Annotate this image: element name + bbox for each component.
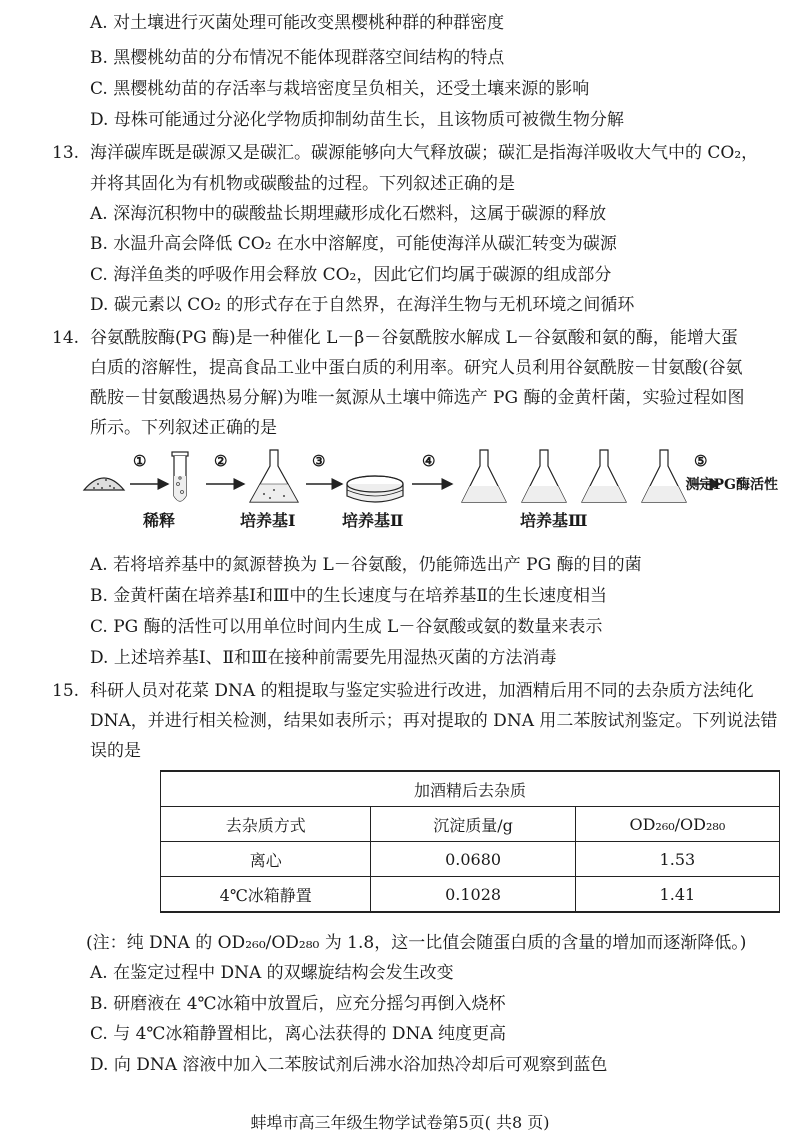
label-medium-2: 培养基Ⅱ (342, 511, 404, 530)
q14-option-c: C. PG 酶的活性可以用单位时间内生成 L－谷氨酸或氨的数量来表示 (90, 617, 603, 637)
flask-medium-3-b-icon (522, 450, 566, 502)
table-row-1-od: 1.53 (575, 842, 779, 877)
table-header-od: OD₂₆₀/OD₂₈₀ (575, 807, 779, 842)
step-3-label: ③ (312, 452, 326, 470)
q12-option-c: C. 黑樱桃幼苗的存活率与栽培密度呈负相关，还受土壤来源的影响 (90, 79, 590, 99)
q15-number: 15. (52, 681, 80, 701)
flask-medium-3-c-icon (582, 450, 626, 502)
experiment-diagram (80, 448, 780, 548)
q14-option-a: A. 若将培养基中的氮源替换为 L－谷氨酸，仍能筛选出产 PG 酶的目的菌 (90, 555, 642, 575)
label-medium-3: 培养基Ⅲ (520, 511, 588, 530)
q14-stem-line1: 谷氨酰胺酶(PG 酶)是一种催化 L－β－谷氨酰胺水解成 L－谷氨酸和氨的酶，能增大蛋 (90, 328, 738, 348)
q13-option-d: D. 碳元素以 CO₂ 的形式存在于自然界，在海洋生物与无机环境之间循环 (90, 295, 635, 315)
q13-number: 13. (52, 143, 80, 163)
table-header-mass: 沉淀质量/g (371, 807, 575, 842)
q13-stem-line1: 海洋碳库既是碳源又是碳汇。碳源能够向大气释放碳；碳汇是指海洋吸收大气中的 CO₂， (90, 143, 759, 163)
soil-sample-icon (84, 478, 124, 490)
q14-number: 14. (52, 328, 80, 348)
step-1-label: ① (133, 452, 147, 470)
q12-option-b: B. 黑樱桃幼苗的分布情况不能体现群落空间结构的特点 (90, 48, 505, 68)
q14-option-b: B. 金黄杆菌在培养基Ⅰ和Ⅲ中的生长速度与在培养基Ⅱ的生长速度相当 (90, 586, 607, 606)
label-medium-1: 培养基Ⅰ (240, 511, 296, 530)
q15-note: (注：纯 DNA 的 OD₂₆₀/OD₂₈₀ 为 1.8，这一比值会随蛋白质的含量的增加而逐渐降低。) (86, 933, 747, 953)
petri-dish-icon (347, 476, 403, 502)
table-header-method: 去杂质方式 (161, 807, 371, 842)
q15-stem-line2: DNA，并进行相关检测，结果如表所示；再对提取的 DNA 用二苯胺试剂鉴定。下列说法错 (90, 711, 778, 731)
page-footer: 蚌埠市高三年级生物学试卷第5页( 共8 页) (250, 1113, 550, 1132)
q15-option-d: D. 向 DNA 溶液中加入二苯胺试剂后沸水浴加热冷却后可观察到蓝色 (90, 1055, 608, 1075)
measure-pg-activity-label: 测定PG酶活性 (685, 477, 778, 493)
q14-stem-line3: 酰胺－甘氨酸遇热易分解)为唯一氮源从土壤中筛选产 PG 酶的金黄杆菌，实验过程如图 (90, 388, 745, 408)
q14-stem-line4: 所示。下列叙述正确的是 (90, 418, 277, 438)
q12-option-a: A. 对土壤进行灭菌处理可能改变黑樱桃种群的种群密度 (90, 13, 505, 33)
q13-option-a: A. 深海沉积物中的碳酸盐长期埋藏形成化石燃料，这属于碳源的释放 (90, 204, 607, 224)
flask-medium-3-a-icon (462, 450, 506, 502)
q15-stem-line3: 误的是 (90, 741, 141, 761)
q15-option-b: B. 研磨液在 4℃冰箱中放置后，应充分摇匀再倒入烧杯 (90, 994, 506, 1014)
table-row-2-mass: 0.1028 (371, 877, 575, 913)
table-row-1-mass: 0.0680 (371, 842, 575, 877)
step-4-label: ④ (422, 452, 436, 470)
q15-option-a: A. 在鉴定过程中 DNA 的双螺旋结构会发生改变 (90, 963, 454, 983)
table-row-2-od: 1.41 (575, 877, 779, 913)
label-dilution: 稀释 (143, 511, 176, 530)
q15-stem-line1: 科研人员对花菜 DNA 的粗提取与鉴定实验进行改进，加酒精后用不同的去杂质方法纯化 (90, 681, 754, 701)
q14-stem-line2: 白质的溶解性，提高食品工业中蛋白质的利用率。研究人员利用谷氨酰胺－甘氨酸(谷氨 (90, 358, 743, 378)
q12-option-d: D. 母株可能通过分泌化学物质抑制幼苗生长，且该物质可被微生物分解 (90, 110, 624, 130)
step-5-label: ⑤ (694, 452, 708, 470)
step-2-label: ② (214, 452, 228, 470)
q15-option-c: C. 与 4℃冰箱静置相比，离心法获得的 DNA 纯度更高 (90, 1024, 507, 1044)
flask-medium-1-icon (250, 450, 298, 502)
q13-option-c: C. 海洋鱼类的呼吸作用会释放 CO₂，因此它们均属于碳源的组成部分 (90, 265, 612, 285)
q13-stem-line2: 并将其固化为有机物或碳酸盐的过程。下列叙述正确的是 (90, 174, 515, 194)
q14-option-d: D. 上述培养基Ⅰ、Ⅱ和Ⅲ在接种前需要先用湿热灭菌的方法消毒 (90, 648, 557, 668)
table-row-2-method: 4℃冰箱静置 (161, 877, 371, 913)
table-row-1-method: 离心 (161, 842, 371, 877)
test-tube-icon (172, 452, 188, 501)
table-title: 加酒精后去杂质 (161, 771, 780, 807)
dna-purification-table (160, 770, 780, 913)
q13-option-b: B. 水温升高会降低 CO₂ 在水中溶解度，可能使海洋从碳汇转变为碳源 (90, 234, 617, 254)
